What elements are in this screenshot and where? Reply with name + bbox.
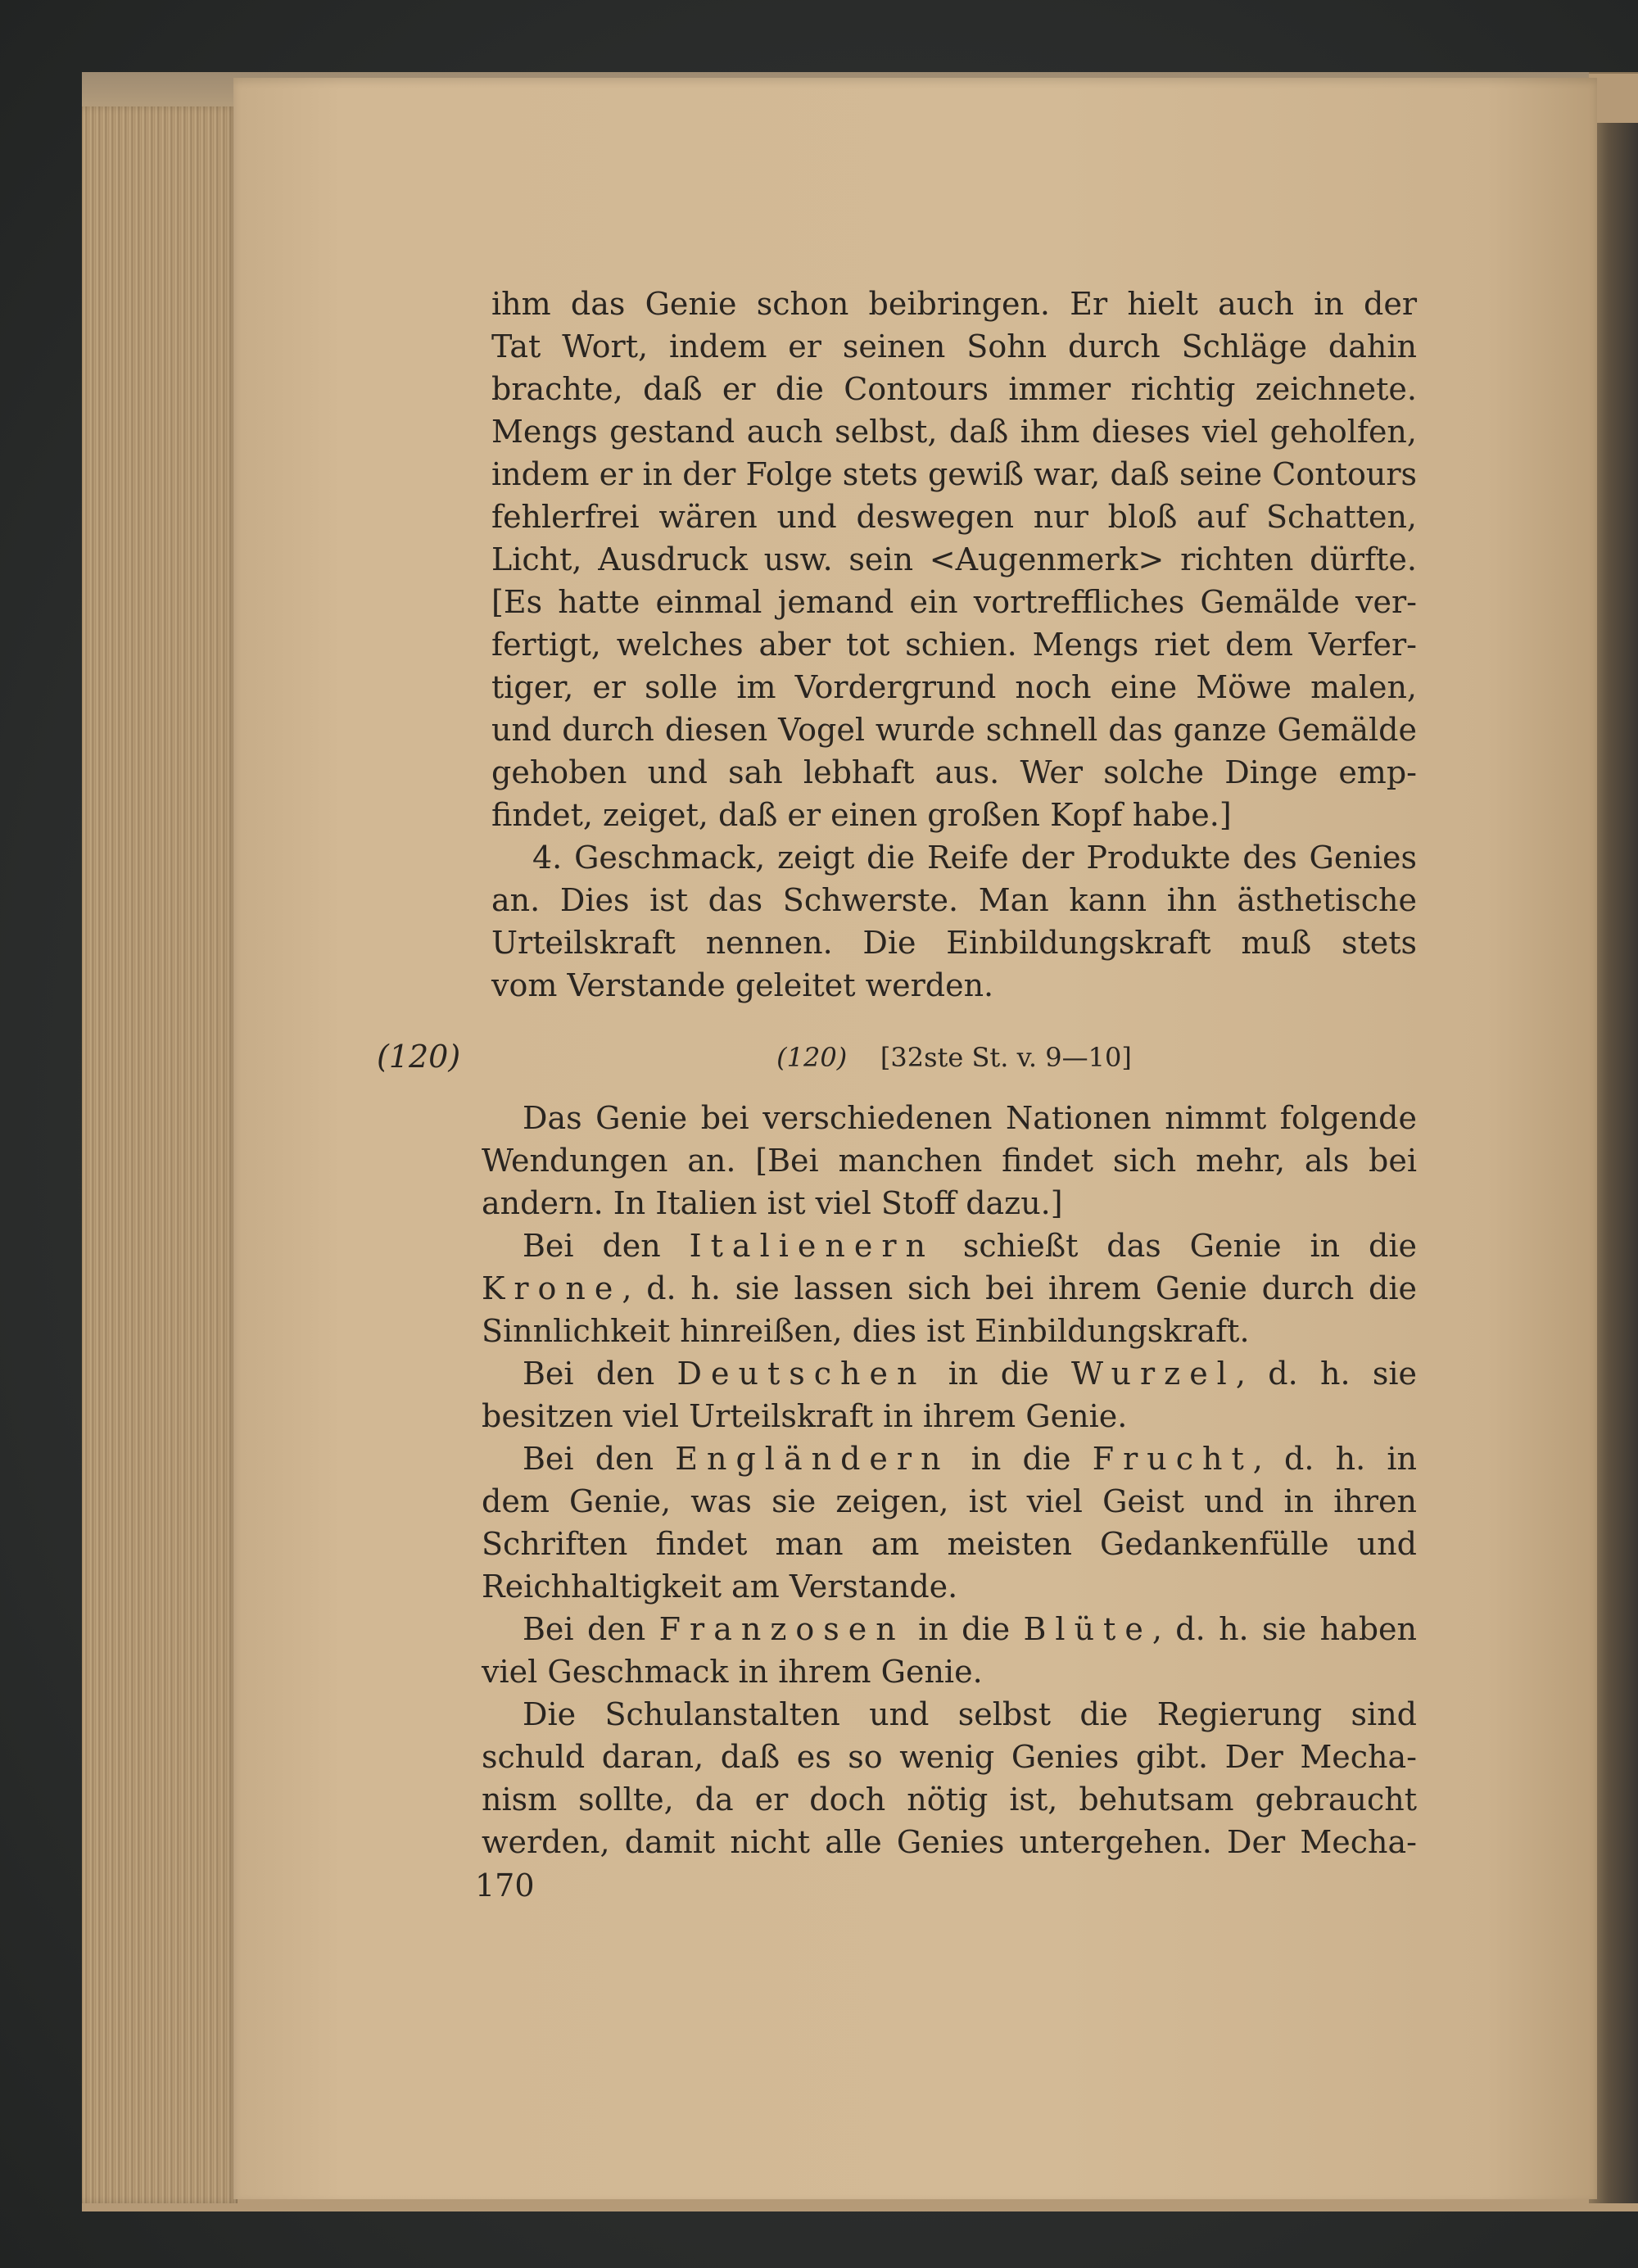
text-line: findet, zeiget, daß er einen großen Kopf habe.] bbox=[491, 797, 1232, 833]
page-number: 170 bbox=[475, 1867, 535, 1904]
emphasis-italiener: Italienern bbox=[689, 1228, 934, 1264]
text-line: dem Genie, was sie zeigen, ist viel Geist und in ihren bbox=[482, 1483, 1417, 1519]
text-line: fehlerfrei wären und deswegen nur bloß auf Schatten, bbox=[491, 499, 1417, 535]
emphasis-englaendern: Engländern bbox=[675, 1441, 950, 1477]
emphasis-frucht: Frucht bbox=[1092, 1441, 1253, 1477]
emphasis-deutschen: Deutschen bbox=[676, 1356, 926, 1392]
text-line: Mengs gestand auch selbst, daß ihm dieses viel geholfen, bbox=[491, 414, 1417, 450]
text-line bbox=[482, 1268, 1417, 1311]
text-line: ihm das Genie schon beibringen. Er hielt auch in der bbox=[491, 286, 1417, 322]
text-line: Schriften findet man am meisten Gedankenfülle und bbox=[482, 1526, 1417, 1562]
text-line: werden, damit nicht alle Genies untergehen. Der Mecha- bbox=[482, 1824, 1417, 1860]
margin-number: (120) bbox=[377, 1039, 461, 1075]
text-fragment: schießt das Genie in die bbox=[962, 1228, 1417, 1264]
text-line: an. Dies ist das Schwerste. Man kann ihn ästhetische bbox=[491, 882, 1417, 918]
text-fragment: Bei den bbox=[523, 1611, 646, 1647]
emphasis-franzosen: Franzosen bbox=[658, 1611, 905, 1647]
text-fragment: in die bbox=[971, 1441, 1071, 1477]
text-block-bottom bbox=[482, 1098, 1417, 1864]
text-line: andern. In Italien ist viel Stoff dazu.] bbox=[482, 1185, 1063, 1221]
text-fragment: Bei den bbox=[523, 1441, 654, 1477]
text-line: Urteilskraft nennen. Die Einbildungskraft muß stets bbox=[491, 925, 1417, 961]
section-number: (120) bbox=[776, 1042, 848, 1073]
text-line: tiger, er solle im Vordergrund noch eine Möwe malen, bbox=[491, 669, 1417, 705]
text-line: vom Verstande geleitet werden. bbox=[491, 967, 994, 1003]
text-line: und durch diesen Vogel wurde schnell das ganze Gemälde bbox=[491, 712, 1417, 748]
emphasis-bluete: Blüte bbox=[1023, 1611, 1152, 1647]
text-fragment: Bei den bbox=[523, 1356, 655, 1392]
text-line: brachte, daß er die Contours immer richtig zeichnete. bbox=[491, 371, 1417, 407]
text-line: Das Genie bei verschiedenen Nationen nimmt folgende bbox=[523, 1100, 1417, 1136]
emphasis-wurzel: Wurzel bbox=[1071, 1356, 1236, 1392]
page-edges bbox=[82, 106, 238, 2203]
text-fragment: in die bbox=[948, 1356, 1049, 1392]
text-line bbox=[482, 1353, 1417, 1396]
section-reference: [32ste St. v. 9—10] bbox=[880, 1042, 1132, 1073]
text-fragment: in die bbox=[918, 1611, 1011, 1647]
text-line bbox=[482, 1438, 1417, 1481]
text-block-top bbox=[491, 283, 1417, 1007]
text-line: nism sollte, da er doch nötig ist, behutsam gebraucht bbox=[482, 1781, 1417, 1818]
text-line: 4. Geschmack, zeigt die Reife der Produkte des Genies bbox=[532, 840, 1417, 876]
text-fragment: , d. h. sie lassen sich bei ihrem Genie durch die bbox=[622, 1270, 1417, 1306]
text-line: Die Schulanstalten und selbst die Regierung sind bbox=[523, 1696, 1417, 1732]
text-fragment: , d. h. sie bbox=[1235, 1356, 1417, 1392]
text-line: viel Geschmack in ihrem Genie. bbox=[482, 1654, 983, 1690]
text-line: indem er in der Folge stets gewiß war, daß seine Contours bbox=[491, 456, 1417, 492]
text-line bbox=[482, 1225, 1417, 1268]
text-line: fertigt, welches aber tot schien. Mengs riet dem Verfer- bbox=[491, 627, 1417, 663]
text-fragment: , d. h. sie haben bbox=[1152, 1611, 1417, 1647]
text-line: schuld daran, daß es so wenig Genies gibt. Der Mecha- bbox=[482, 1739, 1417, 1775]
section-heading bbox=[491, 1042, 1417, 1073]
text-line bbox=[482, 1609, 1417, 1651]
text-fragment: , d. h. in bbox=[1252, 1441, 1417, 1477]
text-line: Licht, Ausdruck usw. sein <Augenmerk> richten dürfte. bbox=[491, 541, 1417, 577]
text-fragment: Bei den bbox=[523, 1228, 661, 1264]
text-line: Tat Wort, indem er seinen Sohn durch Schläge dahin bbox=[491, 328, 1417, 364]
text-line: Sinnlichkeit hinreißen, dies ist Einbildungskraft. bbox=[482, 1313, 1250, 1349]
text-line: besitzen viel Urteilskraft in ihrem Genie. bbox=[482, 1398, 1128, 1434]
text-line: [Es hatte einmal jemand ein vortreffliches Gemälde ver- bbox=[491, 584, 1417, 620]
text-line: gehoben und sah lebhaft aus. Wer solche Dinge emp- bbox=[491, 754, 1417, 790]
text-line: Wendungen an. [Bei manchen findet sich mehr, als bei bbox=[482, 1143, 1417, 1179]
emphasis-krone: Krone bbox=[482, 1270, 622, 1306]
text-line: Reichhaltigkeit am Verstande. bbox=[482, 1569, 958, 1605]
